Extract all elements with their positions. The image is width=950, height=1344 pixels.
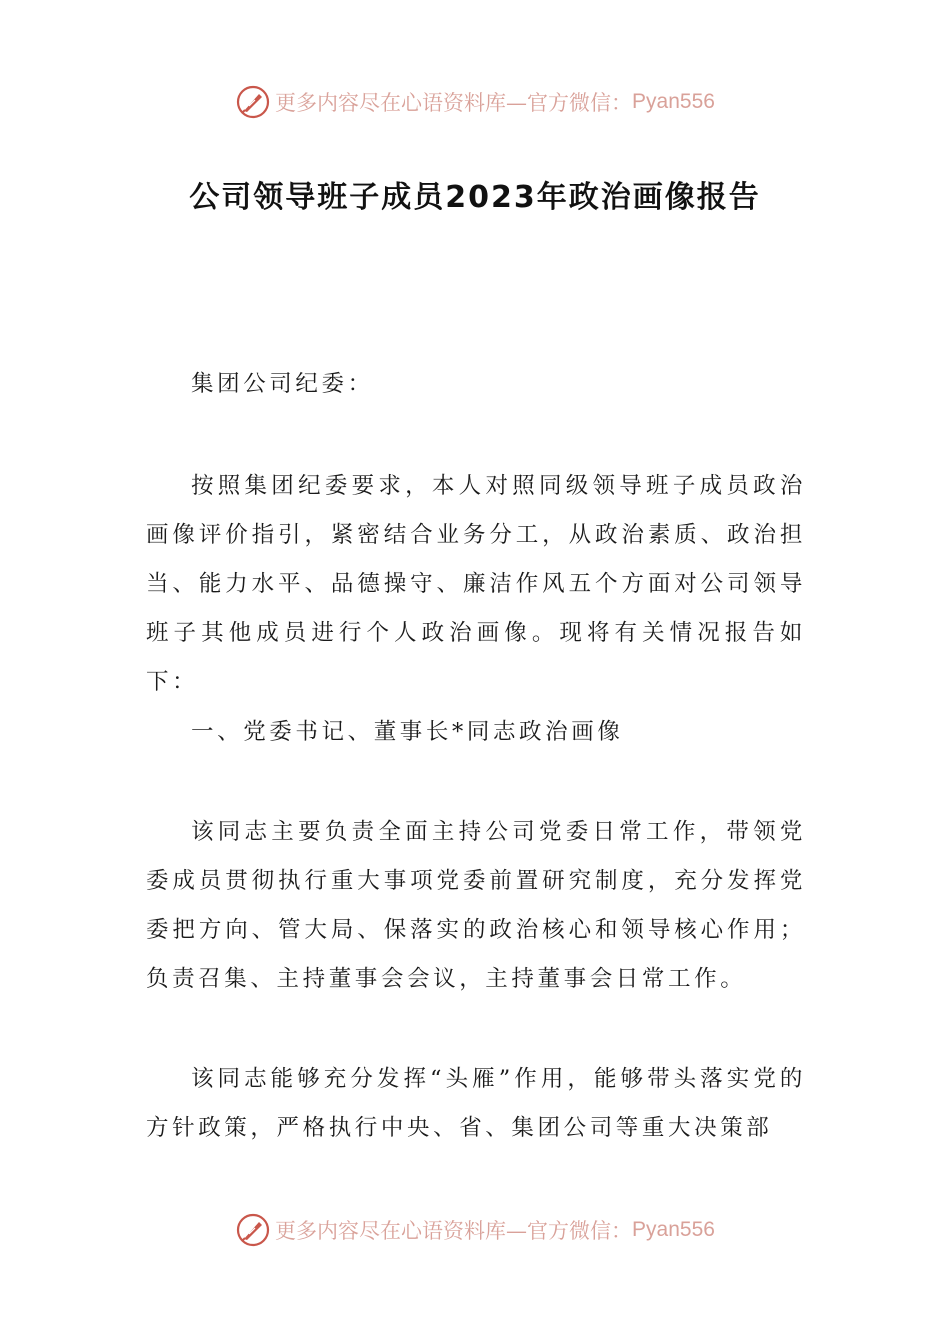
watermark-text: 更多内容尽在心语资料库—官方微信： [275,91,633,115]
document-title: 公司领导班子成员2023年政治画像报告 [189,180,761,215]
section-heading: 一、党委书记、董事长*同志政治画像 [191,719,624,745]
paragraph-intro: 按照集团纪委要求，本人对照同级领导班子成员政治画像评价指引，紧密结合业务分工，从政治素质、政治担当、能力水平、品德操守、廉洁作风五个方面对公司领导班子其他成员进行个人政治画像。现将有关情况报告如下： [146,473,806,695]
quill-logo-icon [235,84,271,120]
paragraph-duties: 该同志主要负责全面主持公司党委日常工作，带领党委成员贯彻执行重大事项党委前置研究制度，充分发挥党委把方向、管大局、保落实的政治核心和领导核心作用；负责召集、主持董事会会议，主持董事会日常工作。 [146,819,806,992]
paragraph-role: 该同志能够充分发挥“头雁”作用，能够带头落实党的方针政策，严格执行中央、省、集团公司等重大决策部 [146,1066,806,1141]
quill-logo-icon [235,1212,271,1248]
footer-watermark [0,1208,950,1252]
salutation: 集团公司纪委： [191,371,374,397]
watermark-text: 更多内容尽在心语资料库—官方微信： [275,1219,633,1243]
watermark-id: Pyan556 [632,1218,715,1241]
header-watermark [0,80,950,124]
watermark-id: Pyan556 [632,90,715,113]
